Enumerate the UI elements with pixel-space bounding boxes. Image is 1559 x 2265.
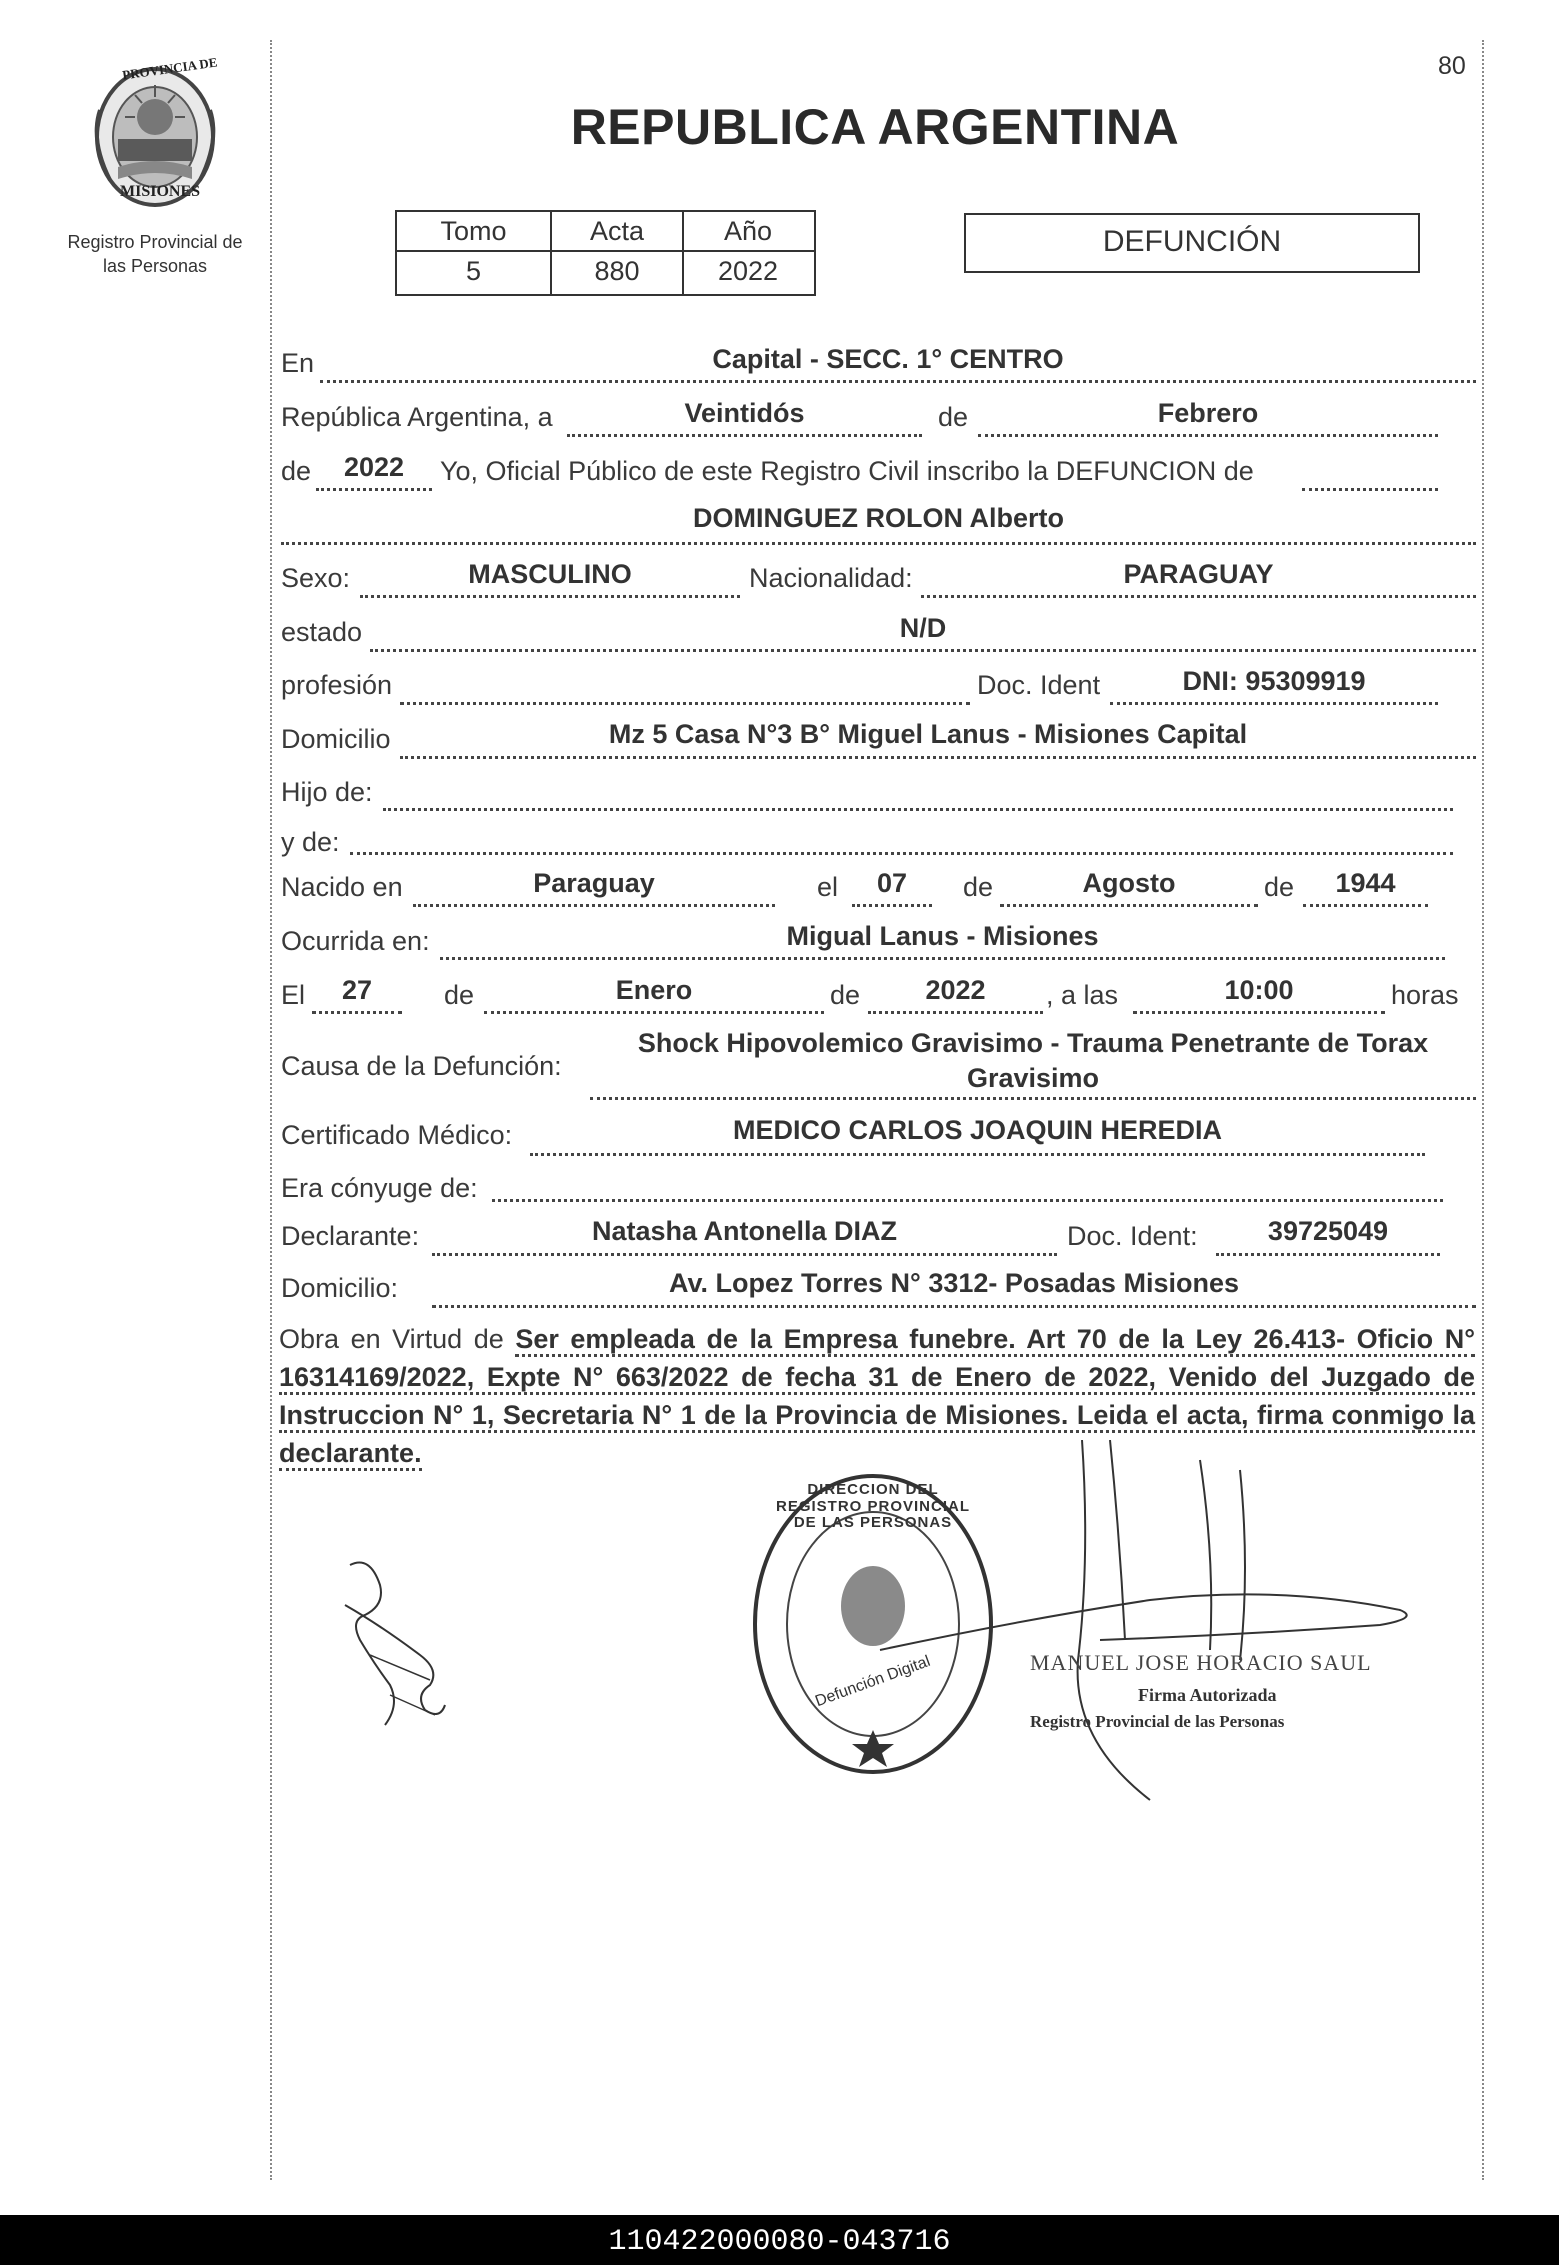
label-horas: horas (1391, 980, 1459, 1010)
table-header-acta: Acta (589, 216, 645, 246)
dots-nombre (281, 542, 1476, 545)
page-number: 80 (1438, 52, 1466, 80)
field-certificado: MEDICO CARLOS JOAQUIN HEREDIA (732, 1115, 1223, 1145)
field-mes: Febrero (1157, 398, 1259, 428)
dots-dia (567, 434, 922, 437)
label-de-def-mes: de (444, 980, 475, 1010)
label-El: El (281, 980, 306, 1010)
registry-name-line2: las Personas (102, 256, 208, 276)
label-de-anio: de (281, 456, 312, 486)
field-obra-texto: Ser empleada de la Empresa funebre. Art 70 de la Ley 26.413- Oficio N° 16314169/2022, Expte N° 663/2022 de fecha 31 de Enero de 2022, Venido del Juzgado de Instruccion N° 1, Secretaria N° 1 de la Provincia de Misiones. Leida el acta, firma conmigo la declarante. (279, 1324, 1475, 1471)
dots-sexo (360, 595, 740, 598)
signature-role: Firma Autorizada (1138, 1685, 1277, 1705)
dots-declarante (432, 1253, 1057, 1256)
field-ocurrida-en: Migual Lanus - Misiones (786, 921, 1099, 951)
dots-declarante-domicilio (432, 1305, 1476, 1308)
dots-lugar (320, 380, 1476, 383)
field-declarante-doc: 39725049 (1267, 1216, 1389, 1246)
right-margin-line (1482, 40, 1484, 2180)
label-de-nac-mes: de (963, 872, 994, 902)
field-domicilio: Mz 5 Casa N°3 B° Miguel Lanus - Misiones Capital (608, 719, 1248, 749)
field-causa-line2: Gravisimo (966, 1063, 1100, 1093)
dots-declarante-doc (1216, 1253, 1440, 1256)
signature-org: Registro Provincial de las Personas (1030, 1712, 1285, 1731)
label-doc-ident-declarante: Doc. Ident: (1067, 1221, 1198, 1251)
record-table-hline (395, 250, 814, 252)
dots-mes (978, 434, 1438, 437)
dots-conyuge (492, 1199, 1443, 1202)
label-conyuge: Era cónyuge de: (281, 1173, 478, 1203)
label-nacido-en: Nacido en (281, 872, 403, 902)
label-nacionalidad: Nacionalidad: (749, 563, 913, 593)
dots-nac-mes (1000, 904, 1258, 907)
field-sexo: MASCULINO (468, 559, 632, 589)
label-domicilio: Domicilio (281, 724, 391, 754)
field-nac-dia: 07 (876, 868, 908, 898)
dots-causa (590, 1097, 1476, 1100)
field-declarante-domicilio: Av. Lopez Torres N° 3312- Posadas Misiones (669, 1268, 1239, 1298)
dots-nac-anio (1303, 904, 1428, 907)
field-anio: 2022 (343, 452, 405, 482)
dots-anio (316, 488, 432, 491)
label-y-de: y de: (281, 827, 340, 857)
label-domicilio-declarante: Domicilio: (281, 1273, 399, 1303)
signature-name: MANUEL JOSE HORACIO SAUL (1030, 1650, 1372, 1675)
label-ocurrida-en: Ocurrida en: (281, 926, 430, 956)
logo-text-top: PROVINCIA DE (121, 54, 219, 83)
field-def-hora: 10:00 (1224, 975, 1294, 1005)
dots-yo-end (1302, 488, 1438, 491)
declarant-signature (330, 1545, 460, 1745)
left-margin-line (270, 40, 272, 2180)
record-type: DEFUNCIÓN (1102, 225, 1282, 258)
label-estado: estado (281, 617, 363, 647)
field-lugar: Capital - SECC. 1° CENTRO (712, 344, 1064, 374)
stamp-inner-text: Defunción Digital (813, 1652, 933, 1711)
field-nombre: DOMINGUEZ ROLON Alberto (693, 503, 1064, 533)
stamp-ring-text: DIRECCION DEL REGISTRO PROVINCIAL DE LAS PERSONAS (775, 1481, 970, 1531)
label-certificado: Certificado Médico: (281, 1120, 513, 1150)
label-causa: Causa de la Defunción: (281, 1051, 562, 1081)
field-nac-anio: 1944 (1335, 868, 1396, 898)
label-obra-en-virtud: Obra en Virtud de (279, 1324, 504, 1354)
field-def-dia: 27 (341, 975, 373, 1005)
dots-domicilio (400, 756, 1476, 759)
field-def-mes: Enero (615, 975, 693, 1005)
table-value-acta: 880 (594, 256, 640, 286)
label-yo-oficial: Yo, Oficial Público de este Registro Civil inscribo la DEFUNCION de (440, 456, 1254, 486)
dots-hijo-de (383, 808, 1453, 811)
footer-barcode-text: 110422000080-043716 (608, 2225, 951, 2259)
dots-def-anio (868, 1011, 1043, 1014)
dots-profesion (400, 702, 970, 705)
dots-def-hora (1133, 1011, 1385, 1014)
table-value-anio: 2022 (717, 256, 779, 286)
page-title: REPUBLICA ARGENTINA (570, 99, 1180, 155)
label-sexo: Sexo: (281, 563, 351, 593)
label-en: En (281, 348, 315, 378)
dots-ocurrida-en (440, 957, 1445, 960)
field-def-anio: 2022 (925, 975, 986, 1005)
label-de-nac-anio: de (1264, 872, 1295, 902)
label-profesion: profesión (281, 670, 393, 700)
dots-doc-ident (1110, 702, 1438, 705)
label-de-mes: de (938, 402, 969, 432)
field-dia: Veintidós (684, 398, 805, 428)
field-causa-line1: Shock Hipovolemico Gravisimo - Trauma Penetrante de Torax (637, 1028, 1429, 1058)
province-logo (80, 55, 230, 215)
table-header-anio: Año (723, 216, 773, 246)
dots-certificado (530, 1153, 1425, 1156)
dots-nac-dia (852, 904, 932, 907)
label-declarante: Declarante: (281, 1221, 420, 1251)
label-a-las: , a las (1046, 980, 1119, 1010)
field-doc-ident: DNI: 95309919 (1182, 666, 1366, 696)
field-declarante: Natasha Antonella DIAZ (591, 1216, 898, 1246)
label-republica: República Argentina, a (281, 402, 553, 432)
dots-nacido-en (413, 904, 775, 907)
table-value-tomo: 5 (465, 256, 482, 286)
logo-text-bottom: MISIONES (120, 183, 201, 200)
dots-nacionalidad (921, 595, 1476, 598)
dots-def-mes (484, 1011, 824, 1014)
field-estado: N/D (899, 613, 947, 643)
dots-estado (370, 649, 1476, 652)
label-el: el (817, 872, 839, 902)
field-nacionalidad: PARAGUAY (1123, 559, 1274, 589)
field-nac-mes: Agosto (1082, 868, 1176, 898)
registry-name-line1: Registro Provincial de (67, 232, 243, 252)
authorized-signature (820, 1440, 1440, 1810)
table-header-tomo: Tomo (440, 216, 507, 246)
dots-def-dia (312, 1011, 402, 1014)
label-de-def-anio: de (830, 980, 861, 1010)
label-hijo-de: Hijo de: (281, 777, 373, 807)
label-doc-ident: Doc. Ident (977, 670, 1101, 700)
field-nacido-en: Paraguay (533, 868, 655, 898)
dots-y-de (350, 852, 1453, 855)
